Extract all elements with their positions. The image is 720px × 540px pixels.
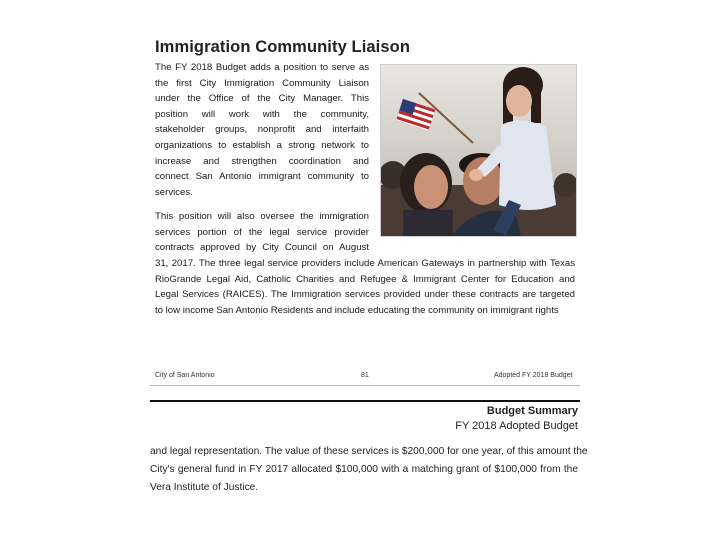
text-line: increase and strengthen coordination and (155, 155, 369, 167)
footer-org: City of San Antonio (155, 372, 215, 379)
text-line: Legal Services (RAICES). The Immigration services provided under these contracts are targeted (155, 289, 575, 301)
text-line: City's general fund in FY 2017 allocated $100,000 with a matching grant of $100,000 from the (150, 464, 578, 475)
text-line: position will work with the community, (155, 108, 369, 120)
text-line: The FY 2018 Budget adds a position to serve as (155, 62, 369, 73)
text-line: to low income San Antonio Residents and include educating the community on immigrant rights (155, 304, 559, 316)
text-line: RioGrande Legal Aid, Catholic Charities and Refugee & Immigrant Center for Education and (155, 273, 575, 285)
text-line: organizations to establish a strong network to (155, 139, 369, 151)
intro-paragraph (155, 60, 369, 200)
header-title: Budget Summary (486, 405, 578, 417)
header-subtitle: FY 2018 Adopted Budget (455, 420, 578, 432)
text-line: This position will also oversee the immigration (155, 211, 369, 222)
text-line: the first City Immigration Community Liaison (155, 77, 369, 89)
text-line: connect San Antonio immigrant community to (155, 171, 369, 183)
text-line: and legal representation. The value of these services is $200,000 for one year, of this amount the (150, 446, 588, 457)
page-header (455, 404, 578, 434)
text-line: 31, 2017. The three legal service providers include American Gateways in partnership with Texas (155, 258, 575, 269)
continued-paragraph (150, 443, 588, 497)
text-line: services portion of the legal service provider (155, 226, 369, 238)
family-with-flag-photo (380, 64, 577, 237)
photo-illustration (381, 65, 576, 236)
oversight-paragraph-continued (155, 256, 575, 318)
text-line: Vera Institute of Justice. (150, 482, 259, 493)
page-divider (150, 385, 580, 386)
text-line: services. (155, 186, 193, 198)
header-rule (150, 400, 580, 402)
footer-budget-title: Adopted FY 2018 Budget (494, 372, 573, 379)
oversight-paragraph (155, 209, 369, 256)
text-line: contracts approved by City Council on August (155, 242, 369, 254)
text-line: stakeholder groups, nonprofit and interfaith (155, 124, 369, 136)
text-line: under the Office of the City Manager. This (155, 93, 369, 105)
page-title: Immigration Community Liaison (155, 38, 411, 56)
footer-page-number: 81 (361, 372, 369, 379)
